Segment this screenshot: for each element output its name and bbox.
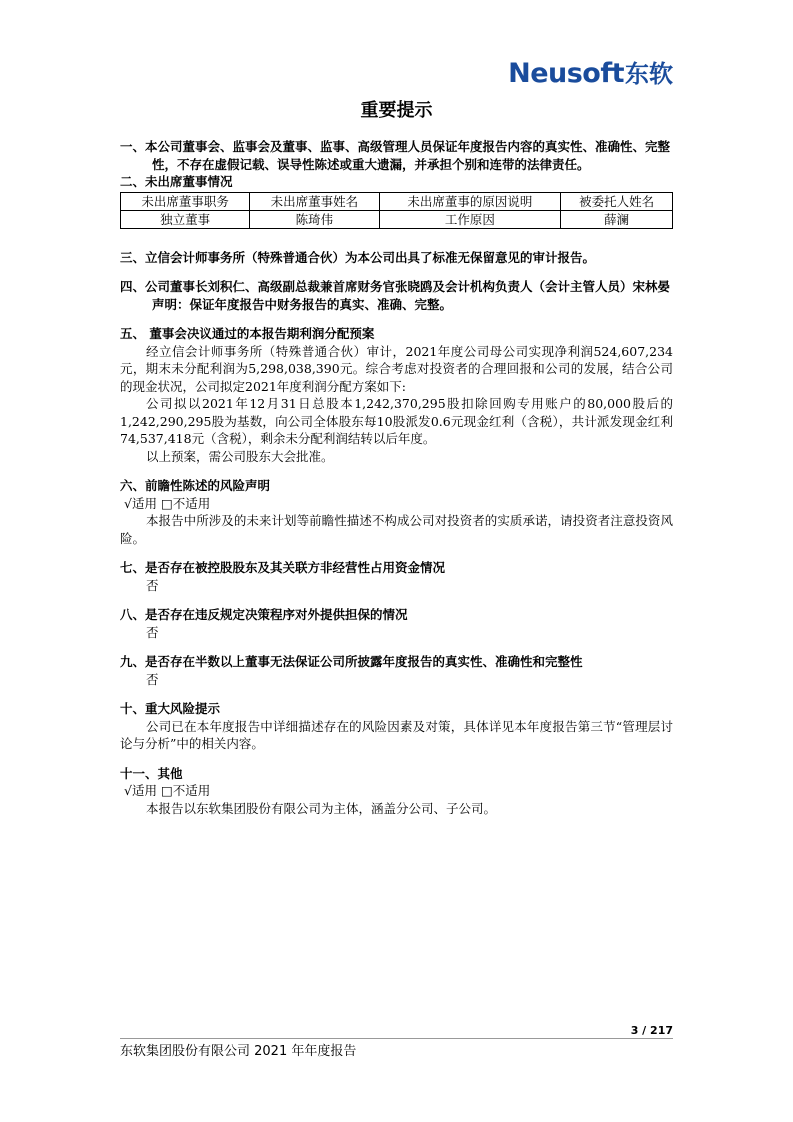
absent-directors-table (120, 192, 673, 229)
section-2-heading: 二、未出席董事情况 (120, 174, 233, 189)
section-8-heading: 八、是否存在违反规定决策程序对外提供担保的情况 (120, 607, 408, 622)
logo-text-en: Neusoft (508, 58, 624, 89)
section-3-heading: 三、立信会计师事务所（特殊普通合伙）为本公司出具了标准无保留意见的审计报告。 (120, 249, 596, 265)
section-6-paragraph: 本报告中所涉及的未来计划等前瞻性描述不构成公司对投资者的实质承诺，请投资者注意投资风险。 (120, 513, 673, 546)
section-5-paragraph-3: 以上预案，需公司股东大会批准。 (146, 448, 334, 464)
section-9-heading: 九、是否存在半数以上董事无法保证公司所披露年度报告的真实性、准确性和完整性 (120, 654, 583, 669)
table-header-cell: 未出席董事的原因说明 (379, 192, 561, 210)
table-cell: 独立董事 (121, 210, 250, 228)
section-1-heading: 一、本公司董事会、监事会及董事、监事、高级管理人员保证年度报告内容的真实性、准确性、完整性，不存在虚假记载、误导性陈述或重大遗漏，并承担个别和连带的法律责任。 (120, 139, 671, 172)
section-4-heading: 四、公司董事长刘积仁、高级副总裁兼首席财务官张晓鸥及会计机构负责人（会计主管人员）宋林晏声明：保证年度报告中财务报告的真实、准确、完整。 (120, 279, 671, 312)
section-10-paragraph: 公司已在本年度报告中详细描述存在的风险因素及对策，具体详见本年度报告第三节“管理层讨论与分析”中的相关内容。 (120, 718, 673, 751)
table-header-row (121, 192, 673, 210)
section-8-answer: 否 (146, 624, 159, 640)
section-5-heading: 五、 董事会决议通过的本报告期利润分配预案 (120, 326, 375, 341)
section-11-heading: 十一、其他 (120, 765, 183, 781)
section-7-answer: 否 (146, 577, 159, 593)
logo-text-cn: 东软 (625, 60, 673, 88)
section-11-applicability: √适用 □不适用 (124, 783, 211, 798)
footer-divider (120, 1038, 673, 1039)
neusoft-logo (508, 54, 673, 89)
section-11-paragraph: 本报告以东软集团股份有限公司为主体，涵盖分公司、子公司。 (146, 800, 497, 816)
table-header-cell: 未出席董事职务 (121, 192, 250, 210)
table-header-cell: 未出席董事姓名 (250, 192, 379, 210)
section-6-heading: 六、前瞻性陈述的风险声明 (120, 478, 271, 493)
section-6-applicability: √适用 □不适用 (124, 495, 211, 511)
page-number: 3 / 217 (630, 1024, 673, 1037)
section-9-answer: 否 (146, 671, 159, 687)
page-title: 重要提示 (360, 100, 433, 121)
section-5-paragraph-2: 公司拟以2021年12月31日总股本1,242,370,295股扣除回购专用账户的80,000股后的1,242,290,295股为基数，向公司全体股东每10股派发0.6元现金红利（含税），共计派发现金红利74,537,418元（含税），剩余未分配利润结转以后年度。 (120, 396, 673, 446)
table-header-cell: 被委托人姓名 (561, 192, 673, 210)
table-cell: 薛澜 (561, 210, 673, 228)
section-5-paragraph-1: 经立信会计师事务所（特殊普通合伙）审计，2021年度公司母公司实现净利润524,607,234元，期末未分配利润为5,298,038,390元。综合考虑对投资者的合理回报和公司的发展，结合公司的现金状况，公司拟定2021年度利润分配方案如下: (120, 343, 673, 394)
document-body (120, 138, 673, 817)
section-10-heading: 十、重大风险提示 (120, 701, 221, 716)
section-7-heading: 七、是否存在被控股股东及其关联方非经营性占用资金情况 (120, 560, 446, 575)
table-cell: 工作原因 (379, 210, 561, 228)
footer-company-report: 东软集团股份有限公司 2021 年年度报告 (120, 1044, 357, 1059)
table-cell: 陈琦伟 (250, 210, 379, 228)
table-row (121, 210, 673, 228)
